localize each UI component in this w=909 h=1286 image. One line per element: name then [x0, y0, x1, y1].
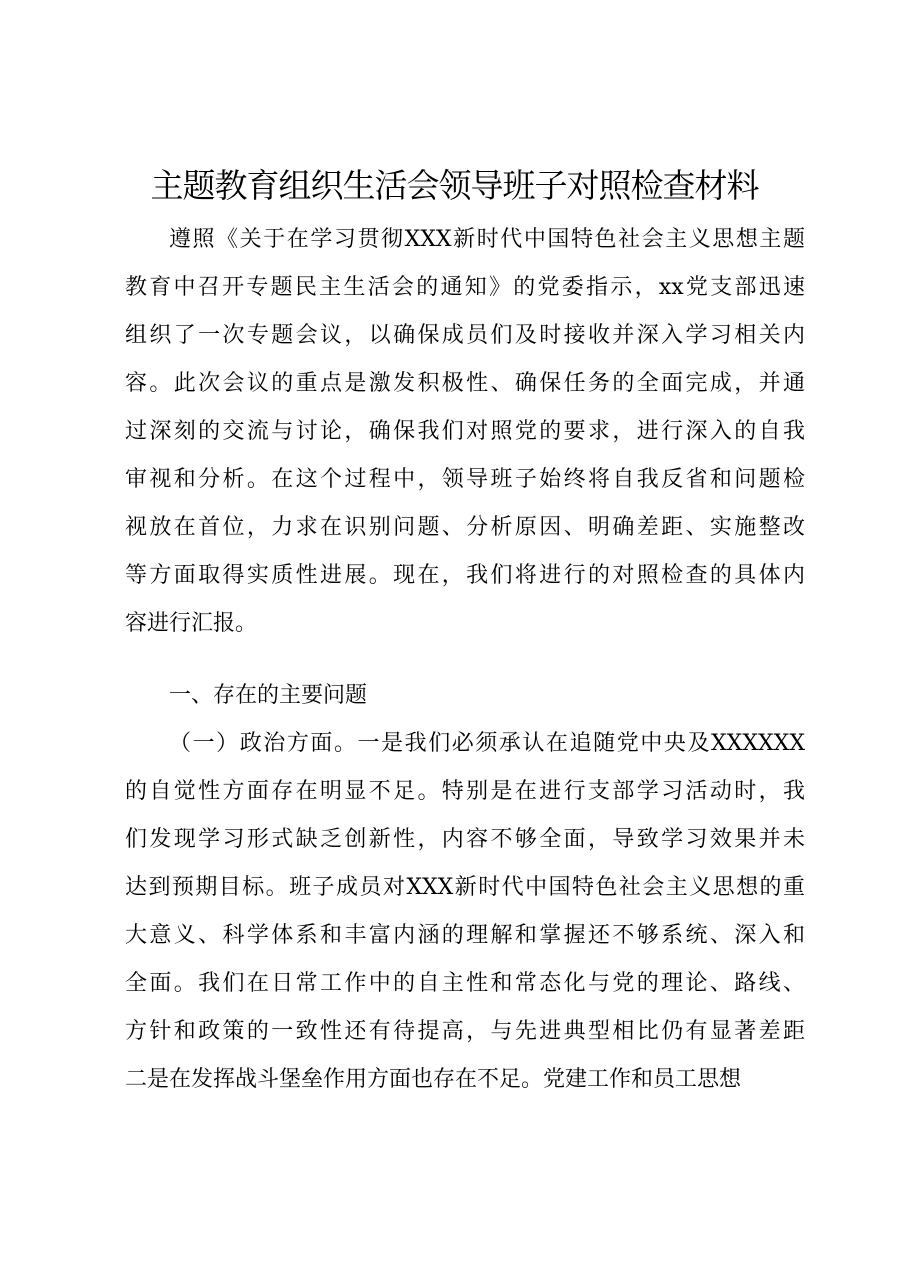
- paragraph-line: 们发现学习形式缺乏创新性，内容不够全面，导致学习效果并未: [125, 827, 805, 852]
- paragraph-line: 审视和分析。在这个过程中，领导班子始终将自我反省和问题检: [125, 467, 805, 492]
- paragraph-line: 二是在发挥战斗堡垒作用方面也存在不足。党建工作和员工思想: [125, 1067, 742, 1092]
- document-title: 主题教育组织生活会领导班子对照检查材料: [150, 166, 759, 205]
- paragraph-line: 过深刻的交流与讨论，确保我们对照党的要求，进行深入的自我: [125, 419, 805, 444]
- paragraph-line: 全面。我们在日常工作中的自主性和常态化与党的理论、路线、: [125, 971, 805, 996]
- paragraph-line: 组织了一次专题会议，以确保成员们及时接收并深入学习相关内: [125, 323, 805, 348]
- paragraph-line: 容。此次会议的重点是激发积极性、确保任务的全面完成，并通: [125, 371, 805, 396]
- section-heading: 一、存在的主要问题: [169, 683, 368, 708]
- paragraph-line: 大意义、科学体系和丰富内涵的理解和掌握还不够系统、深入和: [125, 923, 805, 948]
- intro-paragraph: [125, 216, 805, 648]
- paragraph-line: 视放在首位，力求在识别问题、分析原因、明确差距、实施整改: [125, 515, 805, 540]
- paragraph-line: 容进行汇报。: [125, 611, 258, 636]
- paragraph-line: 的自觉性方面存在明显不足。特别是在进行支部学习活动时，我: [125, 779, 805, 804]
- paragraph-line: 等方面取得实质性进展。现在，我们将进行的对照检查的具体内: [125, 563, 805, 588]
- paragraph-line: 教育中召开专题民主生活会的通知》的党委指示，xx党支部迅速: [125, 275, 805, 300]
- paragraph-line: （一）政治方面。一是我们必须承认在追随党中央及XXXXXX: [169, 731, 805, 756]
- paragraph-line: 方针和政策的一致性还有待提高，与先进典型相比仍有显著差距: [125, 1019, 805, 1044]
- section1-paragraph: [125, 720, 805, 1104]
- paragraph-line: 达到预期目标。班子成员对XXX新时代中国特色社会主义思想的重: [125, 875, 805, 900]
- paragraph-line: 遵照《关于在学习贯彻XXX新时代中国特色社会主义思想主题: [169, 227, 805, 252]
